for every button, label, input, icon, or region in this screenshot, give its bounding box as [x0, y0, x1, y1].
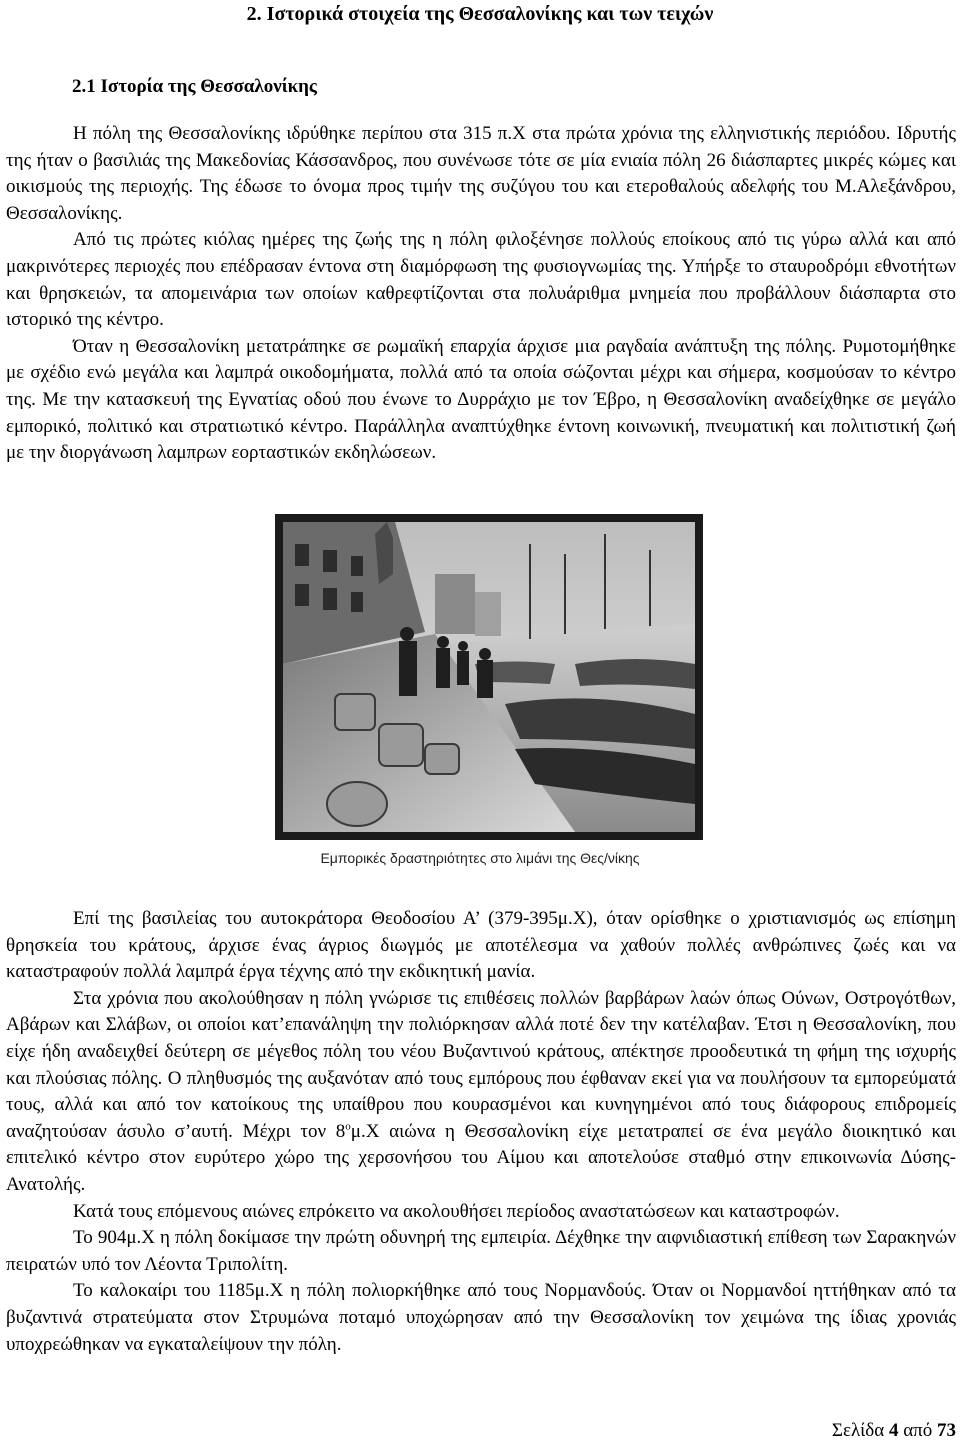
ordinal-superscript: ο — [345, 1120, 351, 1133]
total-pages: 73 — [937, 1420, 956, 1441]
page-number-footer — [832, 1418, 956, 1444]
paragraph — [6, 986, 956, 1199]
harbor-photo — [275, 514, 703, 840]
history-text-block — [6, 906, 956, 1358]
subsection-heading: 2.1 Ιστορία της Θεσσαλονίκης — [72, 76, 317, 97]
paragraph: Από τις πρώτες κιόλας ημέρες της ζωής της η πόλη φιλοξένησε πολλούς εποίκους από τις γύρω αλλά και από μακρινότερες περιοχές που επέδρασαν έντονα στη διαμόρφωση της φυσιογνωμίας της. Υπήρξε το σταυροδρόμι εθνοτήτων και θρησκειών, τα απομεινάρια των οποίων καθρεφτίζονται στα πολυάριθμα μνημεία που προβάλλουν διάσπαρτα στο ιστορικό της κέντρο. — [6, 229, 956, 331]
paragraph: Όταν η Θεσσαλονίκη μετατράπηκε σε ρωμαϊκή επαρχία άρχισε μια ραγδαία ανάπτυξη της πόλης. Ρυμοτομήθηκε με σχέδιο ενώ μεγάλα και λαμπρά οικοδομήματα, πολλά από τα οποία σώζονται μέχρι και σήμερα, κοσμούσαν το κέντρο της. Με την κατασκευή της Εγνατίας οδού που ένωνε το Δυρράχιο με τον Έβρο, η Θεσσαλονίκη αναδείχθηκε σε μεγάλο εμπορικό, πολιτικό και στρατιωτικό κέντρο. Παράλληλα αναπτύχθηκε έντονη κοινωνική, πνευματική και πολιτιστική ζωή με την διοργάνωση λαμπρων εορταστικών εκδηλώσεων. — [6, 335, 956, 464]
paragraph-text: μ.Χ αιώνα η Θεσσαλονίκη είχε μετατραπεί σε ένα μεγάλο διοικητικό και επιτελικό κέντρο στον ευρύτερο χώρο της χερσονήσου του Αίμου και αποτελούσε σταθμό στην επικοινωνία Δύσης-Ανατολής. — [6, 1120, 956, 1195]
section-heading: 2. Ιστορικά στοιχεία της Θεσσαλονίκης και των τειχών — [246, 3, 714, 25]
paragraph: Επί της βασιλείας του αυτοκράτορα Θεοδοσίου Α’ (379-395μ.Χ), όταν ορίσθηκε ο χριστιανισμός ως επίσημη θρησκεία του κράτους, άρχισε ένας άγριος διωγμός με αποτέλεσμα να χαθούν πολλές ανθρώπινες ζωές και να καταστραφούν πολλά λαμπρά έργα τέχνης από την εκδικητική μανία. — [6, 908, 956, 983]
paragraph-text: Στα χρόνια που ακολούθησαν η πόλη γνώρισε τις επιθέσεις πολλών βαρβάρων λαών όπως Ούνων, Οστρογότθων, Αβάρων και Σλάβων, οι οποίοι κατ’επανάληψη την πολιόρκησαν αλλά ποτέ δεν την κατέλαβαν. Έτσι η Θεσσαλονίκη, που είχε ήδη αναδειχθεί δεύτερη σε μέγεθος πόλη του νέου Βυζαντινού κράτους, απέκτησε προοδευτικά τη φήμη της ισχυρής και πλούσιας πόλης. Ο πληθυσμός της αυξανόταν από τους εμπόρους που έφθαναν εκεί για να πουλήσουν τα εμπορεύματά τους, αλλά και από τον κατοίκους της υπαίθρου που κουρασμένοι και κυνηγημένοι από τους διάφορους επιδρομείς αναζητούσαν άσυλο σ’αυτή. Μέχρι τον 8 — [6, 987, 956, 1142]
intro-text-block — [6, 121, 956, 467]
current-page: 4 — [888, 1420, 899, 1441]
footer-middle: από — [898, 1420, 937, 1441]
paragraph: Το καλοκαίρι του 1185μ.Χ η πόλη πολιορκήθηκε από τους Νορμανδούς. Όταν οι Νορμανδοί ηττήθηκαν από τα βυζαντινά στρατεύματα στον Στρυμώνα ποταμό υποχώρησαν από την Θεσσαλονίκη τον χειμώνα της ίδιας χρονιάς υποχρεώθηκαν να εγκαταλείψουν την πόλη. — [6, 1280, 956, 1355]
paragraph: Η πόλη της Θεσσαλονίκης ιδρύθηκε περίπου στα 315 π.Χ στα πρώτα χρόνια της ελληνιστικής περιόδου. Ιδρυτής της ήταν ο βασιλιάς της Μακεδονίας Κάσσανδρος, που συνένωσε τότε σε μία ενιαία πόλη 26 διάσπαρτες μικρές κώμες και οικισμούς της περιοχής. Της έδωσε το όνομα προς τιμήν της συζύγου του και ετεροθαλούς αδελφής του Μ.Αλεξάνδρου, Θεσσαλονίκης. — [6, 123, 956, 224]
paragraph: Το 904μ.Χ η πόλη δοκίμασε την πρώτη οδυνηρή της εμπειρία. Δέχθηκε την αιφνιδιαστική επίθεση των Σαρακηνών πειρατών υπό τον Λέοντα Τριπολίτη. — [6, 1227, 956, 1275]
figure-caption: Εμπορικές δραστηριότητες στο λιμάνι της Θες/νίκης — [320, 850, 640, 866]
paragraph: Κατά τους επόμενους αιώνες επρόκειτο να ακολουθήσει περίοδος αναστατώσεων και καταστροφών. — [73, 1200, 840, 1222]
footer-prefix: Σελίδα — [831, 1420, 889, 1441]
